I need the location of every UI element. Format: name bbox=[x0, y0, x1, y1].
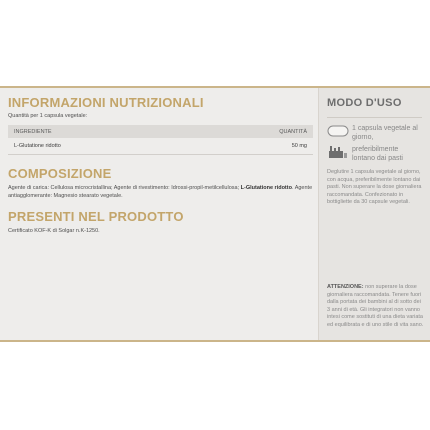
table-header bbox=[8, 125, 313, 138]
nutrition-subtitle: Quantità per 1 capsula vegetale: bbox=[8, 113, 88, 119]
usage-description: Deglutire 1 capsula vegetale al giorno, con acqua, preferibilmente lontano dai pasti. Non superare la dose giornaliera raccomandata. Confezionato in bottigliette da 30 capsule vegetali. bbox=[327, 169, 422, 205]
usage-item-text: 1 capsula vegetale al giorno, bbox=[352, 125, 418, 141]
header-quantity: QUANTITÀ bbox=[279, 128, 307, 135]
composition-text bbox=[8, 184, 313, 200]
nutrition-title: INFORMAZIONI NUTRIZIONALI bbox=[8, 95, 204, 110]
usage-item-capsule bbox=[327, 124, 422, 142]
composition-text-a: Agente di carica: Cellulosa microcristallina; Agente di rivestimento: Idrossi-propil-metilcellulosa; bbox=[8, 185, 241, 191]
composition-bold: L-Glutatione ridotto bbox=[240, 185, 292, 191]
present-title: PRESENTI NEL PRODOTTO bbox=[8, 209, 184, 224]
header-ingredient: INGREDIENTE bbox=[14, 128, 52, 135]
warning-text: non superare la dose giornaliera raccomandata. Tenere fuori dalla portata dei bambini al di sotto dei 3 anni di età. Gli integratori non vanno intesi come sostituti di una dieta variata ed equilibrata e di uno stile di vita sano. bbox=[327, 284, 424, 328]
warning-label: ATTENZIONE: bbox=[327, 284, 364, 290]
present-text: Certificato KOF-K di Solgar n.K-1250. bbox=[8, 228, 100, 234]
composition-title: COMPOSIZIONE bbox=[8, 166, 112, 181]
table-row bbox=[8, 138, 313, 155]
meal-icon bbox=[327, 145, 349, 159]
composition-text-b: . Agente antiagglomerante: Magnesio stearato vegetale. bbox=[8, 185, 313, 199]
usage-warning bbox=[327, 284, 425, 329]
ingredient-qty: 50 mg bbox=[291, 143, 307, 149]
usage-item-meal bbox=[327, 145, 422, 163]
capsule-icon bbox=[327, 124, 349, 138]
usage-divider bbox=[327, 117, 422, 118]
usage-item-text: preferibilmente lontano dai pasti bbox=[352, 146, 403, 162]
product-info-panel bbox=[0, 86, 430, 342]
nutrition-column bbox=[8, 96, 313, 235]
nutrition-table bbox=[8, 125, 313, 155]
usage-sidebar bbox=[318, 88, 430, 340]
ingredient-name: L-Glutatione ridotto bbox=[14, 143, 61, 149]
usage-title: MODO D'USO bbox=[327, 97, 402, 109]
